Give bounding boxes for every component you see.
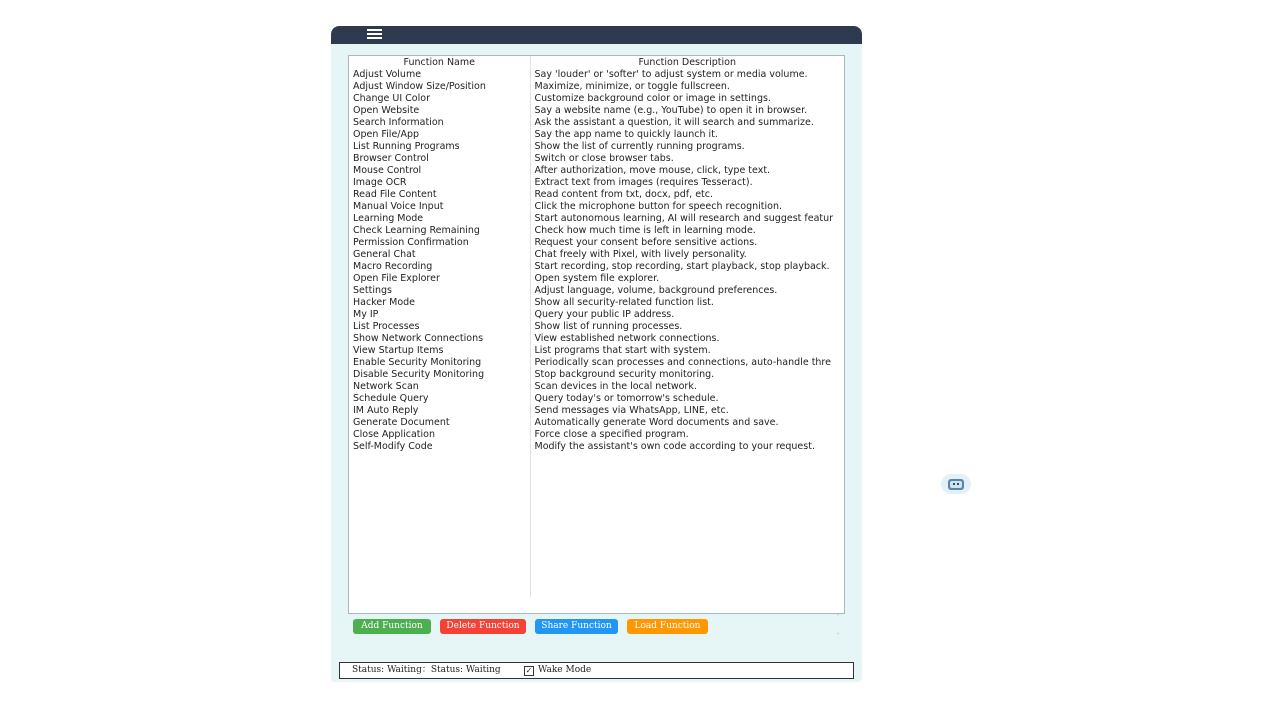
function-description-cell: Query your public IP address. [534,309,675,320]
empty-cell [349,501,530,513]
function-name-cell: Self-Modify Code [349,441,530,453]
hamburger-menu-icon[interactable] [367,28,382,41]
function-description-cell: Say a website name (e.g., YouTube) to open it in browser. [534,105,808,116]
empty-row [349,513,844,525]
function-name-cell: Disable Security Monitoring [349,369,530,381]
function-description-cell: Check how much time is left in learning mode. [534,225,756,236]
function-table [349,56,844,597]
function-description-cell: Read content from txt, docx, pdf, etc. [534,189,714,200]
table-row[interactable] [349,93,844,105]
empty-cell [530,513,844,525]
function-description-cell: Force close a specified program. [534,429,689,440]
function-description-cell: Say the app name to quickly launch it. [534,129,718,140]
function-name-cell: IM Auto Reply [349,405,530,417]
function-description-cell: Adjust language, volume, background preferences. [534,285,778,296]
table-row[interactable] [349,213,844,225]
function-description-cell: Open system file explorer. [534,273,660,284]
empty-cell [349,525,530,537]
table-header-row [349,56,844,69]
table-row[interactable] [349,189,844,201]
function-description-cell: Maximize, minimize, or toggle fullscreen. [534,81,730,92]
function-name-cell: Schedule Query [349,393,530,405]
function-name-cell: Open File/App [349,129,530,141]
function-name-cell: Learning Mode [349,213,530,225]
function-description-cell: Start autonomous learning, AI will research and suggest featur [534,213,834,224]
function-table-body [349,69,844,597]
table-row[interactable] [349,393,844,405]
function-name-cell: List Running Programs [349,141,530,153]
table-row[interactable] [349,201,844,213]
table-row[interactable] [349,237,844,249]
function-name-cell: Hacker Mode [349,297,530,309]
status-text: Status: Waiting：Status: Waiting [352,665,501,675]
function-description-cell: Request your consent before sensitive actions. [534,237,758,248]
function-name-cell: Browser Control [349,153,530,165]
delete-function-button[interactable]: Delete Function [440,619,526,634]
table-row[interactable] [349,69,844,81]
empty-cell [349,465,530,477]
function-description-cell: Switch or close browser tabs. [534,153,674,164]
empty-cell [349,549,530,561]
table-row[interactable] [349,261,844,273]
function-description-cell: Extract text from images (requires Tesseract). [534,177,753,188]
table-row[interactable] [349,405,844,417]
empty-cell [349,489,530,501]
empty-cell [349,585,530,597]
function-description-cell: After authorization, move mouse, click, type text. [534,165,771,176]
table-row[interactable] [349,417,844,429]
empty-cell [530,489,844,501]
empty-cell [349,477,530,489]
empty-cell [530,525,844,537]
title-bar [331,26,862,44]
table-row[interactable] [349,165,844,177]
table-row[interactable] [349,297,844,309]
table-row[interactable] [349,285,844,297]
table-row[interactable] [349,177,844,189]
function-name-cell: Adjust Window Size/Position [349,81,530,93]
wake-mode-checkbox[interactable]: ✓ [525,666,533,675]
function-description-cell: List programs that start with system. [534,345,711,356]
empty-cell [530,501,844,513]
function-description-cell: Send messages via WhatsApp, LINE, etc. [534,405,729,416]
function-name-cell: View Startup Items [349,345,530,357]
function-name-cell: Show Network Connections [349,333,530,345]
table-row[interactable] [349,345,844,357]
table-row[interactable] [349,105,844,117]
function-name-cell: My IP [349,309,530,321]
table-row[interactable] [349,441,844,453]
empty-cell [530,453,844,465]
function-description-cell: Query today's or tomorrow's schedule. [534,393,719,404]
function-description-cell: Click the microphone button for speech recognition. [534,201,782,212]
empty-cell [530,549,844,561]
empty-row [349,573,844,585]
function-description-cell: Automatically generate Word documents and save. [534,417,779,428]
empty-row [349,501,844,513]
function-description-cell: Periodically scan processes and connections, auto-handle thre [534,357,831,368]
function-name-cell: Adjust Volume [349,69,530,81]
table-row[interactable] [349,153,844,165]
function-name-cell: Settings [349,285,530,297]
empty-cell [349,537,530,549]
robot-face [950,481,962,488]
function-name-cell: Read File Content [349,189,530,201]
table-row[interactable] [349,141,844,153]
function-name-cell: Enable Security Monitoring [349,357,530,369]
function-description-cell: Chat freely with Pixel, with lively personality. [534,249,747,260]
empty-row [349,477,844,489]
table-row[interactable] [349,81,844,93]
function-name-cell: Mouse Control [349,165,530,177]
function-manager-panel [331,26,862,682]
robot-eye-right [957,483,959,485]
table-row[interactable] [349,117,844,129]
function-name-cell: Check Learning Remaining [349,225,530,237]
function-description-cell: Show list of running processes. [534,321,683,332]
empty-cell [349,561,530,573]
scroll-up-arrow-icon[interactable]: ˄ [836,613,840,622]
function-name-cell: Generate Document [349,417,530,429]
function-description-cell: Show the list of currently running programs. [534,141,745,152]
empty-cell [349,573,530,585]
empty-row [349,489,844,501]
column-header-function-name[interactable]: Function Name [349,56,530,69]
table-row[interactable] [349,225,844,237]
function-description-cell: Show all security-related function list. [534,297,714,308]
table-row[interactable] [349,429,844,441]
scroll-down-arrow-icon[interactable]: ˅ [836,632,840,641]
function-description-cell: Stop background security monitoring. [534,369,715,380]
robot-eye-left [953,483,955,485]
empty-cell [530,573,844,585]
function-description-cell: Ask the assistant a question, it will search and summarize. [534,117,814,128]
wake-mode-label: Wake Mode [538,665,592,675]
table-row[interactable] [349,369,844,381]
empty-cell [349,453,530,465]
function-table-container[interactable] [348,55,845,614]
function-name-cell: General Chat [349,249,530,261]
function-name-cell: Search Information [349,117,530,129]
empty-cell [530,561,844,573]
function-name-cell: Open Website [349,105,530,117]
empty-row [349,537,844,549]
status-bar [339,662,854,679]
function-description-cell: Customize background color or image in settings. [534,93,771,104]
function-name-cell: Image OCR [349,177,530,189]
empty-cell [530,477,844,489]
load-function-button[interactable]: Load Function [627,619,708,634]
empty-cell [530,465,844,477]
empty-row [349,585,844,597]
table-row[interactable] [349,321,844,333]
function-name-cell: Network Scan [349,381,530,393]
table-row[interactable] [349,357,844,369]
empty-row [349,549,844,561]
empty-cell [349,513,530,525]
function-description-cell: Say 'louder' or 'softer' to adjust system or media volume. [534,69,808,80]
function-name-cell: Close Application [349,429,530,441]
empty-row [349,561,844,573]
table-row[interactable] [349,309,844,321]
robot-assistant-icon[interactable] [941,474,971,494]
table-row[interactable] [349,381,844,393]
add-function-button[interactable]: Add Function [353,619,431,634]
column-header-function-description[interactable]: Function Description [638,57,737,68]
function-description-cell: Scan devices in the local network. [534,381,697,392]
function-name-cell: Manual Voice Input [349,201,530,213]
function-name-cell: Macro Recording [349,261,530,273]
function-name-cell: Open File Explorer [349,273,530,285]
empty-cell [530,585,844,597]
function-description-cell: Modify the assistant's own code according to your request. [534,441,815,452]
function-name-cell: Change UI Color [349,93,530,105]
share-function-button[interactable]: Share Function [535,619,618,634]
function-description-cell: Start recording, stop recording, start playback, stop playback. [534,261,830,272]
empty-row [349,465,844,477]
empty-cell [530,537,844,549]
table-row[interactable] [349,273,844,285]
empty-row [349,525,844,537]
function-name-cell: Permission Confirmation [349,237,530,249]
table-row[interactable] [349,249,844,261]
table-row[interactable] [349,129,844,141]
robot-head [948,479,964,490]
empty-row [349,453,844,465]
function-name-cell: List Processes [349,321,530,333]
table-row[interactable] [349,333,844,345]
function-description-cell: View established network connections. [534,333,720,344]
